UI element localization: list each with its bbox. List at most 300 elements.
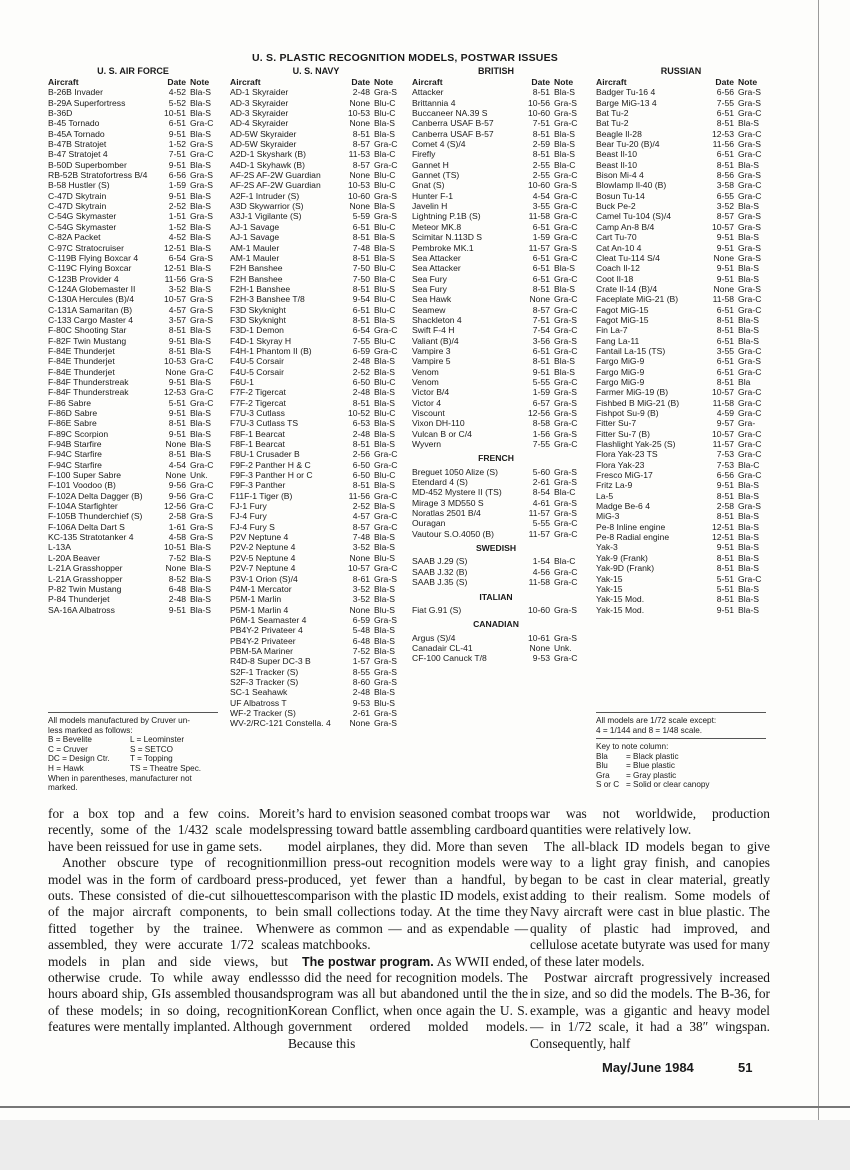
issue-date: 6-51 (352, 304, 370, 315)
aircraft-name: R4D-8 Super DC-3 B (230, 656, 311, 667)
table-row (230, 108, 402, 118)
aircraft-name: F-84E Thunderjet (48, 366, 115, 377)
aircraft-name: C-82A Packet (48, 232, 101, 243)
legend-entry: L = Leominster (130, 735, 185, 745)
aircraft-name: Fitter Su-7 (B) (596, 428, 650, 439)
issue-date: 9-51 (168, 376, 186, 387)
key-meaning: = Gray plastic (626, 770, 677, 780)
issue-date: 10-53 (348, 108, 370, 119)
table-row (230, 118, 402, 128)
aircraft-name: A2D-1 Skyshark (B) (230, 149, 306, 160)
table-row (412, 108, 580, 118)
note-code: Gra-C (554, 118, 578, 129)
usaf-rows (48, 87, 218, 615)
aircraft-name: F-106A Delta Dart S (48, 521, 125, 532)
issue-date: 12-53 (712, 128, 734, 139)
note-code: Gra-S (554, 97, 577, 108)
note-code: Blu-C (374, 376, 396, 387)
aircraft-name: P2V-2 Neptune 4 (230, 542, 296, 553)
note-code: Gra-C (554, 345, 578, 356)
aircraft-name: Cart Tu-70 (596, 232, 637, 243)
issue-date: 8-51 (352, 252, 370, 263)
issue-date: 7-50 (352, 263, 370, 274)
issue-date: 6-51 (532, 263, 550, 274)
issue-date: 9-54 (352, 294, 370, 305)
issue-date: 10-61 (528, 632, 550, 643)
aircraft-name: Barge MiG-13 4 (596, 97, 657, 108)
note-code: Bla-S (190, 552, 212, 563)
issue-date: 6-48 (168, 583, 186, 594)
aircraft-name: Farmer MiG-19 (B) (596, 387, 669, 398)
aircraft-name: F-94B Starfire (48, 439, 102, 450)
table-row (412, 653, 580, 663)
table-row (412, 201, 580, 211)
table-row (412, 643, 580, 653)
aircraft-name: Beast Il-10 (596, 149, 638, 160)
note-code: Bla-S (374, 439, 396, 450)
issue-date: 9-56 (168, 480, 186, 491)
table-row (48, 201, 218, 211)
issue-date: 6-51 (716, 149, 734, 160)
issue-date: 2-56 (352, 449, 370, 460)
table-row (48, 367, 218, 377)
table-row (230, 646, 402, 656)
table-row (596, 284, 766, 294)
issue-date: 2-61 (352, 707, 370, 718)
note-code: Bla-S (374, 387, 396, 398)
aircraft-name: F7U-3 Cutlass (230, 408, 285, 418)
note-code: Gra-C (554, 418, 578, 429)
table-row (230, 232, 402, 242)
table-row (596, 460, 766, 470)
issue-date: 6-54 (352, 325, 370, 336)
issue-date: None (349, 170, 370, 181)
table-row (596, 480, 766, 490)
issue-date: 6-50 (352, 470, 370, 481)
article-paragraph: Another obscure type of recognition model was in the form of cardboard press-outs. These consisted of die-cut silhouettes of the major aircraft components, to be fitted together by the trainee. When assembled, they were accurate 1/72 scale models in plan and side views, but otherwise crude. To while away endless hours aboard ship, GIs assembled thousands of these models; in so doing, recognition features were mentally implanted. Although (48, 855, 288, 1035)
note-code: Gra-C (738, 149, 762, 160)
table-row (48, 418, 218, 428)
table-row (596, 511, 766, 521)
aircraft-name: SAAB J.29 (S) (412, 556, 468, 567)
aircraft-name: Canadair CL-41 (412, 642, 473, 653)
aircraft-name: Cat An-10 4 (596, 242, 642, 253)
issue-date: 8-51 (168, 449, 186, 460)
table-row (230, 408, 402, 418)
issue-date: 6-57 (532, 397, 550, 408)
note-code: Gra-S (554, 497, 577, 508)
note-code: Gra-S (374, 718, 397, 729)
issue-date: 10-57 (348, 563, 370, 574)
aircraft-name: Buccaneer NA.39 S (412, 108, 488, 119)
header-aircraft: Aircraft (412, 77, 443, 87)
aircraft-name: P4M-1 Mercator (230, 583, 292, 594)
table-row (412, 336, 580, 346)
note-code: Gra-C (190, 397, 214, 408)
table-row (230, 439, 402, 449)
issue-date: 6-56 (716, 470, 734, 481)
note-code: Gra-S (738, 170, 761, 181)
aircraft-name: F8U-1 Crusader B (230, 449, 300, 460)
aircraft-name: AF-2S AF-2W Guardian (230, 180, 321, 191)
note-code: Gra-C (190, 118, 214, 129)
header-date: Date (351, 77, 370, 87)
table-row (48, 460, 218, 470)
issue-date: 2-52 (352, 501, 370, 512)
aircraft-name: Fritz La-9 (596, 480, 633, 491)
issue-date: 11-58 (528, 577, 550, 588)
issue-date: 6-50 (352, 376, 370, 387)
aircraft-name: F8F-1 Bearcat (230, 439, 285, 450)
table-row (48, 253, 218, 263)
note-code: Gra-C (554, 170, 578, 181)
table-row (48, 284, 218, 294)
header-aircraft: Aircraft (230, 77, 261, 87)
table-row (412, 556, 580, 566)
issue-date: 2-48 (352, 428, 370, 439)
article-paragraph (288, 954, 528, 1052)
issue-date: 6-51 (532, 221, 550, 232)
note-code: Gra-C (374, 521, 398, 532)
british-heading: BRITISH (478, 66, 514, 76)
note-code: Gra-C (738, 439, 762, 450)
aircraft-name: F4H-1 Phantom II (B) (230, 345, 312, 356)
issue-date: 6-51 (532, 345, 550, 356)
issue-date: 6-51 (716, 304, 734, 315)
table-row (48, 243, 218, 253)
note-code: Bla-S (554, 366, 576, 377)
note-code: Gra-C (738, 408, 762, 418)
british-rows (412, 87, 580, 663)
usaf-header-row (48, 77, 218, 87)
aircraft-name: Pe-8 Inline engine (596, 521, 666, 532)
note-code: Gra-C (554, 325, 578, 336)
issue-date: 9-51 (168, 604, 186, 615)
aircraft-name: Crate Il-14 (B)/4 (596, 283, 658, 294)
table-row (48, 149, 218, 159)
issue-date: 12-56 (164, 501, 186, 512)
note-code: Bla-S (190, 87, 212, 98)
aircraft-name: Coot Il-18 (596, 273, 634, 284)
note-code: Gra-S (374, 614, 397, 625)
issue-date: 10-60 (528, 604, 550, 615)
note-code: Bla-S (190, 97, 212, 108)
aircraft-name: Canberra USAF B-57 (412, 118, 494, 129)
article-paragraph: war was not worldwide, production quantities were relatively low. (530, 806, 770, 838)
aircraft-name: F-86 Sabre (48, 397, 91, 408)
aircraft-name: Scimitar N.113D S (412, 232, 483, 243)
aircraft-name: Bear Tu-20 (B)/4 (596, 139, 660, 150)
note-code: Gra-S (554, 508, 577, 519)
table-row (48, 139, 218, 149)
note-code: Gra-C (738, 180, 762, 191)
aircraft-name: B-45 Tornado (48, 118, 100, 129)
aircraft-name: FJ-4 Fury (230, 511, 267, 522)
aircraft-name: Yak-3 (596, 542, 618, 553)
table-row (412, 377, 580, 387)
note-code: Gra-C (190, 490, 214, 501)
note-code: Bla-S (554, 263, 576, 274)
note-code: Gra-C (374, 325, 398, 336)
aircraft-name: Swift F-4 H (412, 325, 455, 336)
issue-date: 3-52 (352, 542, 370, 553)
aircraft-name: Beagle Il-28 (596, 128, 642, 139)
issue-date: May/June 1984 (602, 1060, 694, 1075)
note-code: Gra-C (738, 345, 762, 356)
aircraft-name: F2H-3 Banshee T/8 (230, 294, 305, 305)
table-row (596, 253, 766, 263)
note-code: Bla-C (554, 159, 576, 170)
note-code: Blu-C (374, 470, 396, 481)
note-code: Bla-S (738, 594, 760, 605)
issue-date: 8-51 (352, 128, 370, 139)
aircraft-name: Fin La-7 (596, 325, 628, 336)
note-code: Gra-S (738, 242, 761, 253)
note-code: Gra-C (554, 252, 578, 263)
header-note: Note (738, 77, 758, 87)
note-code: Bla-S (190, 159, 212, 170)
aircraft-name: Madge Be-6 4 (596, 501, 650, 512)
note-code: Gra-C (190, 387, 214, 398)
aircraft-name: F2H-1 Banshee (230, 283, 291, 294)
table-row (48, 118, 218, 128)
issue-date: 8-51 (532, 283, 550, 294)
issue-date: 6-56 (716, 87, 734, 98)
issue-date: 10-57 (712, 387, 734, 398)
issue-date: 10-57 (712, 221, 734, 232)
table-row (412, 418, 580, 428)
usaf-table (48, 66, 218, 615)
note-code: Bla-S (374, 428, 396, 439)
table-row (48, 108, 218, 118)
aircraft-name: F-101 Voodoo (B) (48, 480, 116, 491)
aircraft-name: Yak-15 (596, 573, 623, 584)
table-row (596, 170, 766, 180)
aircraft-name: Javelin H (412, 201, 448, 212)
issue-date: 8-51 (352, 283, 370, 294)
aircraft-name: Fresco MiG-17 (596, 470, 653, 481)
table-row (596, 449, 766, 459)
issue-date: 6-50 (352, 459, 370, 470)
table-row (230, 243, 402, 253)
aircraft-name: FJ-1 Fury (230, 501, 267, 512)
table-row (596, 408, 766, 418)
issue-date: None (165, 470, 186, 481)
aircraft-name: Pembroke MK.1 (412, 242, 474, 253)
table-row (412, 180, 580, 190)
note-code: Gra-C (554, 211, 578, 222)
note-code: Bla-S (190, 563, 212, 574)
key-code: Blu (596, 761, 608, 771)
table-row (48, 594, 218, 604)
key-meaning: = Blue plastic (626, 761, 675, 771)
issue-date: 6-51 (168, 118, 186, 129)
note-code: Gra-C (554, 376, 578, 387)
issue-date: 3-55 (532, 201, 550, 212)
note-code: Bla-S (554, 356, 576, 367)
table-row (48, 232, 218, 242)
table-row (230, 532, 402, 542)
article-paragraph: for a box top and a few coins. More recently, some of the 1/432 scale models have been reissued for use in game sets. (48, 806, 288, 854)
aircraft-name: Seamew (412, 304, 446, 315)
note-code: Bla-S (190, 221, 212, 232)
table-row (412, 315, 580, 325)
issue-date: 8-51 (716, 118, 734, 129)
table-row (596, 87, 766, 97)
note-code: Gra-C (554, 201, 578, 212)
table-row (48, 449, 218, 459)
aircraft-name: AJ-1 Savage (230, 221, 280, 232)
issue-date: 10-51 (164, 542, 186, 553)
note-code: Bla-S (554, 139, 576, 150)
aircraft-name: Comet 4 (S)/4 (412, 139, 466, 150)
note-code: Bla-S (738, 583, 760, 594)
note-code: Blu-C (374, 97, 396, 108)
scale-note (596, 716, 771, 735)
issue-date: 8-51 (716, 594, 734, 605)
table-row (412, 222, 580, 232)
aircraft-name: SC-1 Seahawk (230, 687, 288, 698)
note-code: Gra-S (738, 356, 761, 367)
aircraft-name: UF Albatross T (230, 697, 287, 708)
aircraft-name: C-119B Flying Boxcar 4 (48, 252, 139, 263)
note-code: Blu-C (374, 170, 396, 181)
aircraft-name: MiG-3 (596, 511, 620, 522)
issue-date: 2-55 (532, 159, 550, 170)
table-row (596, 243, 766, 253)
aircraft-name: A4D-1 Skyhawk (B) (230, 159, 305, 170)
issue-date: 9-51 (168, 335, 186, 346)
table-row (48, 222, 218, 232)
issue-date: 11-53 (348, 149, 370, 160)
note-code: Gra-C (738, 294, 762, 305)
issue-date: 1-59 (168, 180, 186, 191)
note-code: Gra-S (374, 676, 397, 687)
note-code: Gra-C (374, 490, 398, 501)
note-code: Gra-C (554, 221, 578, 232)
note-code: Blu-S (374, 697, 396, 708)
table-row (48, 315, 218, 325)
russian-heading: RUSSIAN (660, 66, 702, 76)
key-meaning: = Black plastic (626, 751, 679, 761)
note-code: Gra-C (554, 232, 578, 243)
issue-date: 3-57 (168, 314, 186, 325)
aircraft-name: B-36D (48, 108, 73, 119)
table-row (596, 149, 766, 159)
note-code: Blu-S (374, 552, 396, 563)
issue-date: 9-53 (352, 697, 370, 708)
issue-date: 4-57 (168, 304, 186, 315)
note-code: Gra-S (738, 87, 761, 98)
issue-date: 10-60 (528, 108, 550, 119)
aircraft-name: Yak-15 Mod. (596, 604, 645, 615)
aircraft-name: AM-1 Mauler (230, 242, 280, 253)
note-code: Bla-S (190, 345, 212, 356)
aircraft-name: Bosun Tu-14 (596, 190, 645, 201)
issue-date: 12-51 (164, 242, 186, 253)
scale-note-line: 4 = 1/144 and 8 = 1/48 scale. (596, 725, 703, 735)
table-row (412, 284, 580, 294)
issue-date: 9-51 (168, 159, 186, 170)
aircraft-name: F-89C Scorpion (48, 428, 109, 439)
issue-date: 8-51 (716, 325, 734, 336)
note-code: Blu-S (374, 283, 396, 294)
note-code: Bla-S (190, 335, 212, 346)
issue-date: 1-56 (532, 428, 550, 439)
table-row (48, 170, 218, 180)
issue-date: 10-60 (348, 190, 370, 201)
aircraft-name: AD-3 Skyraider (230, 97, 289, 108)
note-code: Gra-C (738, 366, 762, 377)
issue-date: 1-54 (532, 556, 550, 567)
issue-date: 3-56 (532, 335, 550, 346)
aircraft-name: F2H Banshee (230, 263, 283, 274)
table-row (230, 687, 402, 697)
aircraft-name: P2V-5 Neptune 4 (230, 552, 296, 563)
issue-date: 5-60 (532, 466, 550, 477)
aircraft-name: Camel Tu-104 (S)/4 (596, 211, 671, 222)
note-code: Bla-S (374, 366, 396, 377)
table-row (230, 98, 402, 108)
aircraft-name: C-123B Provider 4 (48, 273, 119, 284)
table-row (230, 553, 402, 563)
note-code: Gra-S (738, 501, 761, 512)
issue-date: 6-51 (716, 335, 734, 346)
table-row (596, 118, 766, 128)
table-row (230, 87, 402, 97)
note-code: Blu-C (374, 180, 396, 191)
issue-date: 7-55 (352, 335, 370, 346)
table-row (48, 563, 218, 573)
note-code: Gra-S (190, 294, 213, 305)
issue-date: 8-51 (716, 314, 734, 325)
aircraft-name: Etendard 4 (S) (412, 477, 468, 488)
russian-header-row (596, 77, 766, 87)
aircraft-name: Gannet H (412, 159, 449, 170)
table-row (230, 180, 402, 190)
issue-date: 8-52 (168, 573, 186, 584)
note-code: Bla-S (374, 314, 396, 325)
table-row (230, 263, 402, 273)
key-row (596, 761, 771, 771)
table-row (230, 708, 402, 718)
issue-date: 8-51 (168, 345, 186, 356)
note-code: Gra-S (554, 397, 577, 408)
table-row (230, 346, 402, 356)
issue-date: 2-58 (716, 501, 734, 512)
note-code: Gra-S (190, 139, 213, 150)
legend-entry: DC = Design Ctr. (48, 754, 110, 764)
issue-date: 8-51 (352, 480, 370, 491)
table-row (412, 160, 580, 170)
table-row (412, 439, 580, 449)
table-row (412, 170, 580, 180)
table-row (48, 305, 218, 315)
table-row (48, 574, 218, 584)
table-row (230, 677, 402, 687)
note-code: Bla-S (738, 511, 760, 522)
canadian-heading: CANADIAN (473, 619, 519, 630)
aircraft-name: B-29A Superfortress (48, 97, 126, 108)
note-code: Gra-C (554, 273, 578, 284)
table-row (230, 574, 402, 584)
key-code: Gra (596, 770, 610, 780)
aircraft-name: RB-52B Stratofortress B/4 (48, 170, 148, 181)
issue-date: 8-57 (352, 159, 370, 170)
aircraft-name: F-94C Starfire (48, 449, 102, 460)
usaf-divider (48, 712, 218, 713)
note-code: Gra-S (190, 521, 213, 532)
